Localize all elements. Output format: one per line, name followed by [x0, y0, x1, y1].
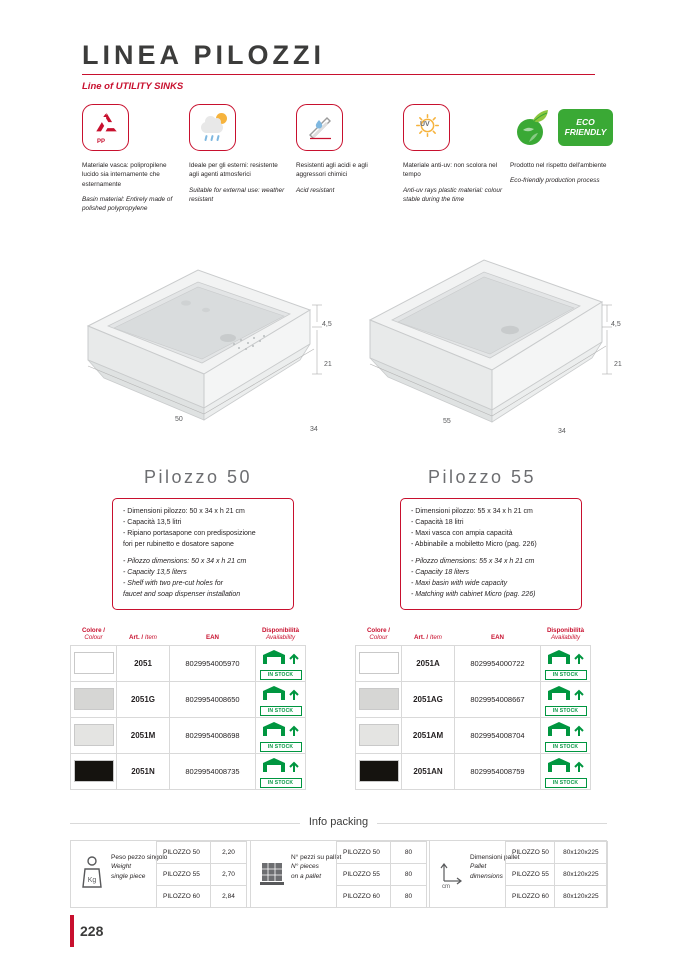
- eco-badge-line1: ECO: [576, 116, 595, 127]
- colour-swatch: [74, 652, 114, 674]
- packing-product: PILOZZO 50: [506, 842, 555, 864]
- colour-swatch-cell: [71, 753, 117, 789]
- packing-label-pieces: N° pezzi su pallet N° pieces on a pallet: [291, 854, 342, 880]
- feature-item-uv: [403, 104, 503, 204]
- packing-row: [157, 864, 247, 886]
- feature-icons-row: [82, 104, 607, 234]
- colour-swatch-cell: [356, 717, 402, 753]
- feature-text-it: Prodotto nel rispetto dell'ambiente: [510, 162, 607, 169]
- packing-row: [157, 842, 247, 864]
- cloud-icon: [201, 122, 223, 133]
- stock-badge: IN STOCK: [260, 706, 302, 716]
- colour-swatch: [74, 724, 114, 746]
- packing-row: [506, 886, 608, 908]
- col-item: Art. / Item: [129, 634, 157, 642]
- spec-line: fori per rubinetto e dosatore sapone: [123, 540, 234, 548]
- feature-text-en: Eco-friendly production process: [510, 177, 600, 185]
- weight-kg-icon: [79, 855, 105, 889]
- weather-sun-cloud-icon: [189, 104, 236, 151]
- product-title-pilozzo-50: Pilozzo 50: [144, 467, 253, 487]
- svg-text:Kg: Kg: [87, 877, 97, 884]
- feature-text-en: Acid resistant: [296, 186, 335, 194]
- pp-badge-label: PP: [97, 139, 106, 145]
- spec-line: - Capacità 13,5 litri: [123, 518, 182, 526]
- spec-line: - Maxi vasca con ampia capacità: [411, 529, 513, 537]
- availability-cell: [541, 645, 591, 681]
- colour-swatch: [74, 760, 114, 782]
- ean-code: 8029954005970: [170, 645, 256, 681]
- feature-description-uv: [403, 161, 503, 204]
- eco-badge-line2: FRIENDLY: [564, 126, 607, 137]
- table-row: [71, 681, 306, 717]
- packing-row: [506, 842, 608, 864]
- packing-block-weight: [71, 841, 250, 907]
- spec-list-it: [411, 507, 571, 550]
- recycle-pp-icon: [82, 104, 129, 151]
- packing-block-dimensions: [430, 841, 608, 907]
- spec-list-it: [123, 507, 283, 550]
- table-row: [356, 717, 591, 753]
- recycle-triangle-icon: [92, 111, 121, 137]
- pallet-box-icon: [259, 855, 285, 889]
- packing-table-weight: [156, 841, 247, 908]
- availability-cell: [541, 717, 591, 753]
- dimension-bracket-55: [600, 300, 620, 380]
- availability-cell: [256, 717, 306, 753]
- page-title: LINEA PILOZZI: [82, 40, 325, 70]
- colour-swatch-cell: [71, 717, 117, 753]
- feature-description-weather: [189, 161, 289, 204]
- spec-line: faucet and soap dispenser installation: [123, 590, 241, 598]
- dim-label-height-55: 21: [614, 361, 622, 368]
- availability-cell: [256, 681, 306, 717]
- colour-swatch-cell: [71, 681, 117, 717]
- ean-code: 8029954008650: [170, 681, 256, 717]
- packing-row: [337, 864, 427, 886]
- warehouse-icon: [260, 683, 302, 702]
- packing-label-weight: Peso pezzo singolo Weight single piece: [111, 854, 168, 880]
- stock-badge: IN STOCK: [545, 742, 587, 752]
- ean-code: 8029954008759: [455, 753, 541, 789]
- uv-badge-label: UV: [420, 121, 430, 128]
- table-row: [356, 645, 591, 681]
- colour-swatch-cell: [356, 753, 402, 789]
- table-row: [71, 753, 306, 789]
- packing-value: 2,84: [211, 886, 247, 908]
- product-title-pilozzo-55: Pilozzo 55: [428, 467, 537, 487]
- eco-friendly-badge: [558, 109, 613, 146]
- spec-line: - Matching with cabinet Micro (pag. 226): [411, 590, 536, 598]
- spec-line: - Pilozzo dimensions: 50 x 34 x h 21 cm: [123, 558, 247, 566]
- availability-cell: [256, 753, 306, 789]
- spec-line: - Pilozzo dimensions: 55 x 34 x h 21 cm: [411, 558, 535, 566]
- availability-cell: [541, 681, 591, 717]
- item-code: 2051AN: [402, 753, 455, 789]
- dim-label-depth-55: 34: [558, 428, 566, 435]
- packing-product: PILOZZO 50: [337, 842, 391, 864]
- warehouse-icon: [545, 755, 587, 774]
- packing-product: PILOZZO 55: [506, 864, 555, 886]
- packing-block-pieces: [251, 841, 429, 907]
- colour-swatch-cell: [71, 645, 117, 681]
- spec-line: - Ripiano portasapone con predisposizione: [123, 529, 256, 537]
- stock-badge: IN STOCK: [260, 670, 302, 680]
- item-code: 2051N: [117, 753, 170, 789]
- stock-badge: IN STOCK: [545, 778, 587, 788]
- warehouse-icon: [545, 719, 587, 738]
- acid-resistant-beaker-icon: [296, 104, 343, 151]
- table-row: [356, 753, 591, 789]
- spec-line: - Maxi basin with wide capacity: [411, 580, 508, 588]
- colour-swatch: [359, 688, 399, 710]
- packing-value: 80x120x225: [554, 842, 607, 864]
- spec-line: - Dimensioni pilozzo: 50 x 34 x h 21 cm: [123, 508, 245, 515]
- col-colour: Colore / Colour: [81, 627, 106, 642]
- ean-code: 8029954008667: [455, 681, 541, 717]
- feature-description-eco: [510, 161, 620, 186]
- col-item: Art. / Item: [414, 634, 442, 642]
- spec-box-pilozzo-55: [400, 498, 582, 610]
- feature-text-it: Materiale vasca: polipropilene lucido sia internamente che esternamente: [82, 162, 167, 188]
- spec-line: - Abbinabile a mobiletto Micro (pag. 226): [411, 540, 537, 548]
- page-number: 228: [80, 923, 104, 939]
- dim-label-width-55: 55: [443, 418, 451, 425]
- table-header-row: [356, 624, 591, 645]
- packing-row: [337, 842, 427, 864]
- warehouse-icon: [545, 647, 587, 666]
- packing-value: 2,70: [211, 864, 247, 886]
- feature-text-it: Ideale per gli esterni: resistente agli agenti atmosferici: [189, 162, 278, 179]
- col-availability: Disponibilità Availability: [546, 627, 585, 642]
- ean-code: 8029954008735: [170, 753, 256, 789]
- col-availability: Disponibilità Availability: [261, 627, 300, 642]
- spec-line: - Capacity 18 liters: [411, 569, 469, 577]
- ean-code: 8029954008698: [170, 717, 256, 753]
- feature-item-weather: [189, 104, 289, 204]
- stock-badge: IN STOCK: [545, 706, 587, 716]
- colour-swatch: [74, 688, 114, 710]
- stock-badge: IN STOCK: [260, 742, 302, 752]
- item-code: 2051AG: [402, 681, 455, 717]
- packing-value: 80: [391, 864, 427, 886]
- feature-text-en: Suitable for external use: weather resistant: [189, 186, 285, 203]
- packing-product: PILOZZO 60: [337, 886, 391, 908]
- info-packing-title: Info packing: [308, 816, 369, 828]
- eco-globe-icon: [510, 106, 554, 150]
- feature-text-en: Basin material: Entirely made of polished polypropylene: [82, 195, 173, 213]
- spec-line: - Dimensioni pilozzo: 55 x 34 x h 21 cm: [411, 508, 533, 515]
- dim-label-depth-50: 34: [310, 426, 318, 433]
- feature-text-it: Resistenti agli acidi e agli aggressori chimici: [296, 162, 368, 179]
- feature-text-en: Anti-uv rays plastic material: colour stable during the time: [403, 186, 503, 203]
- feature-text-it: Materiale anti-uv: non scolora nel tempo: [403, 162, 498, 179]
- packing-row: [157, 886, 247, 908]
- colour-swatch: [359, 652, 399, 674]
- packing-product: PILOZZO 60: [506, 886, 555, 908]
- warehouse-icon: [260, 755, 302, 774]
- info-packing-panel: [70, 840, 607, 908]
- feature-description-acid: [296, 161, 396, 195]
- packing-product: PILOZZO 55: [157, 864, 211, 886]
- colour-swatch: [359, 760, 399, 782]
- packing-row: [337, 886, 427, 908]
- pallet-dimensions-icon: [438, 855, 464, 889]
- product-table-pilozzo-50: [70, 624, 306, 790]
- spec-line: - Shelf with two pre-cut holes for: [123, 580, 223, 588]
- colour-swatch-cell: [356, 645, 402, 681]
- feature-item-acid: [296, 104, 396, 195]
- dim-label-rim-55: 4,5: [611, 321, 621, 328]
- warehouse-icon: [545, 683, 587, 702]
- product-table-pilozzo-55: [355, 624, 591, 790]
- col-ean: EAN: [205, 634, 220, 642]
- packing-value: 80x120x225: [554, 886, 607, 908]
- packing-product: PILOZZO 50: [157, 842, 211, 864]
- stock-badge: IN STOCK: [260, 778, 302, 788]
- dim-label-height-50: 21: [324, 361, 332, 368]
- table-header-row: [71, 624, 306, 645]
- table-row: [71, 645, 306, 681]
- col-ean: EAN: [490, 634, 505, 642]
- item-code: 2051: [117, 645, 170, 681]
- packing-value: 2,20: [211, 842, 247, 864]
- ean-code: 8029954000722: [455, 645, 541, 681]
- packing-product: PILOZZO 60: [157, 886, 211, 908]
- col-colour: Colore / Colour: [366, 627, 391, 642]
- colour-swatch-cell: [356, 681, 402, 717]
- item-code: 2051M: [117, 717, 170, 753]
- beaker-drop-icon: [307, 114, 334, 141]
- packing-table-pieces: [336, 841, 427, 908]
- warehouse-icon: [260, 719, 302, 738]
- spec-line: - Capacità 18 litri: [411, 518, 464, 526]
- colour-swatch: [359, 724, 399, 746]
- feature-item-eco: [510, 104, 620, 186]
- availability-cell: [541, 753, 591, 789]
- spec-line: - Capacity 13,5 liters: [123, 569, 187, 577]
- packing-table-dimensions: [505, 841, 608, 908]
- spec-list-en: [123, 557, 283, 600]
- packing-product: PILOZZO 55: [337, 864, 391, 886]
- table-row: [71, 717, 306, 753]
- rain-drops-icon: [204, 135, 224, 143]
- dimension-bracket-50: [310, 300, 330, 380]
- dim-label-rim-50: 4,5: [322, 321, 332, 328]
- footer-accent-bar: [70, 915, 74, 947]
- warehouse-icon: [260, 647, 302, 666]
- spec-box-pilozzo-50: [112, 498, 294, 610]
- ean-code: 8029954008704: [455, 717, 541, 753]
- uv-resistant-sun-icon: [403, 104, 450, 151]
- svg-text:cm: cm: [442, 884, 450, 889]
- packing-value: 80x120x225: [554, 864, 607, 886]
- spec-list-en: [411, 557, 571, 600]
- item-code: 2051G: [117, 681, 170, 717]
- item-code: 2051AM: [402, 717, 455, 753]
- feature-item-recycle: [82, 104, 182, 213]
- packing-row: [506, 864, 608, 886]
- item-code: 2051A: [402, 645, 455, 681]
- feature-description-recycle: [82, 161, 182, 213]
- packing-value: 80: [391, 886, 427, 908]
- title-divider: [82, 74, 595, 75]
- packing-value: 80: [391, 842, 427, 864]
- page-subtitle: Line of UTILITY SINKS: [82, 81, 184, 92]
- stock-badge: IN STOCK: [545, 670, 587, 680]
- table-row: [356, 681, 591, 717]
- packing-label-dimensions: Dimensioni pallet Pallet dimensions: [470, 854, 520, 880]
- dim-label-width-50: 50: [175, 416, 183, 423]
- availability-cell: [256, 645, 306, 681]
